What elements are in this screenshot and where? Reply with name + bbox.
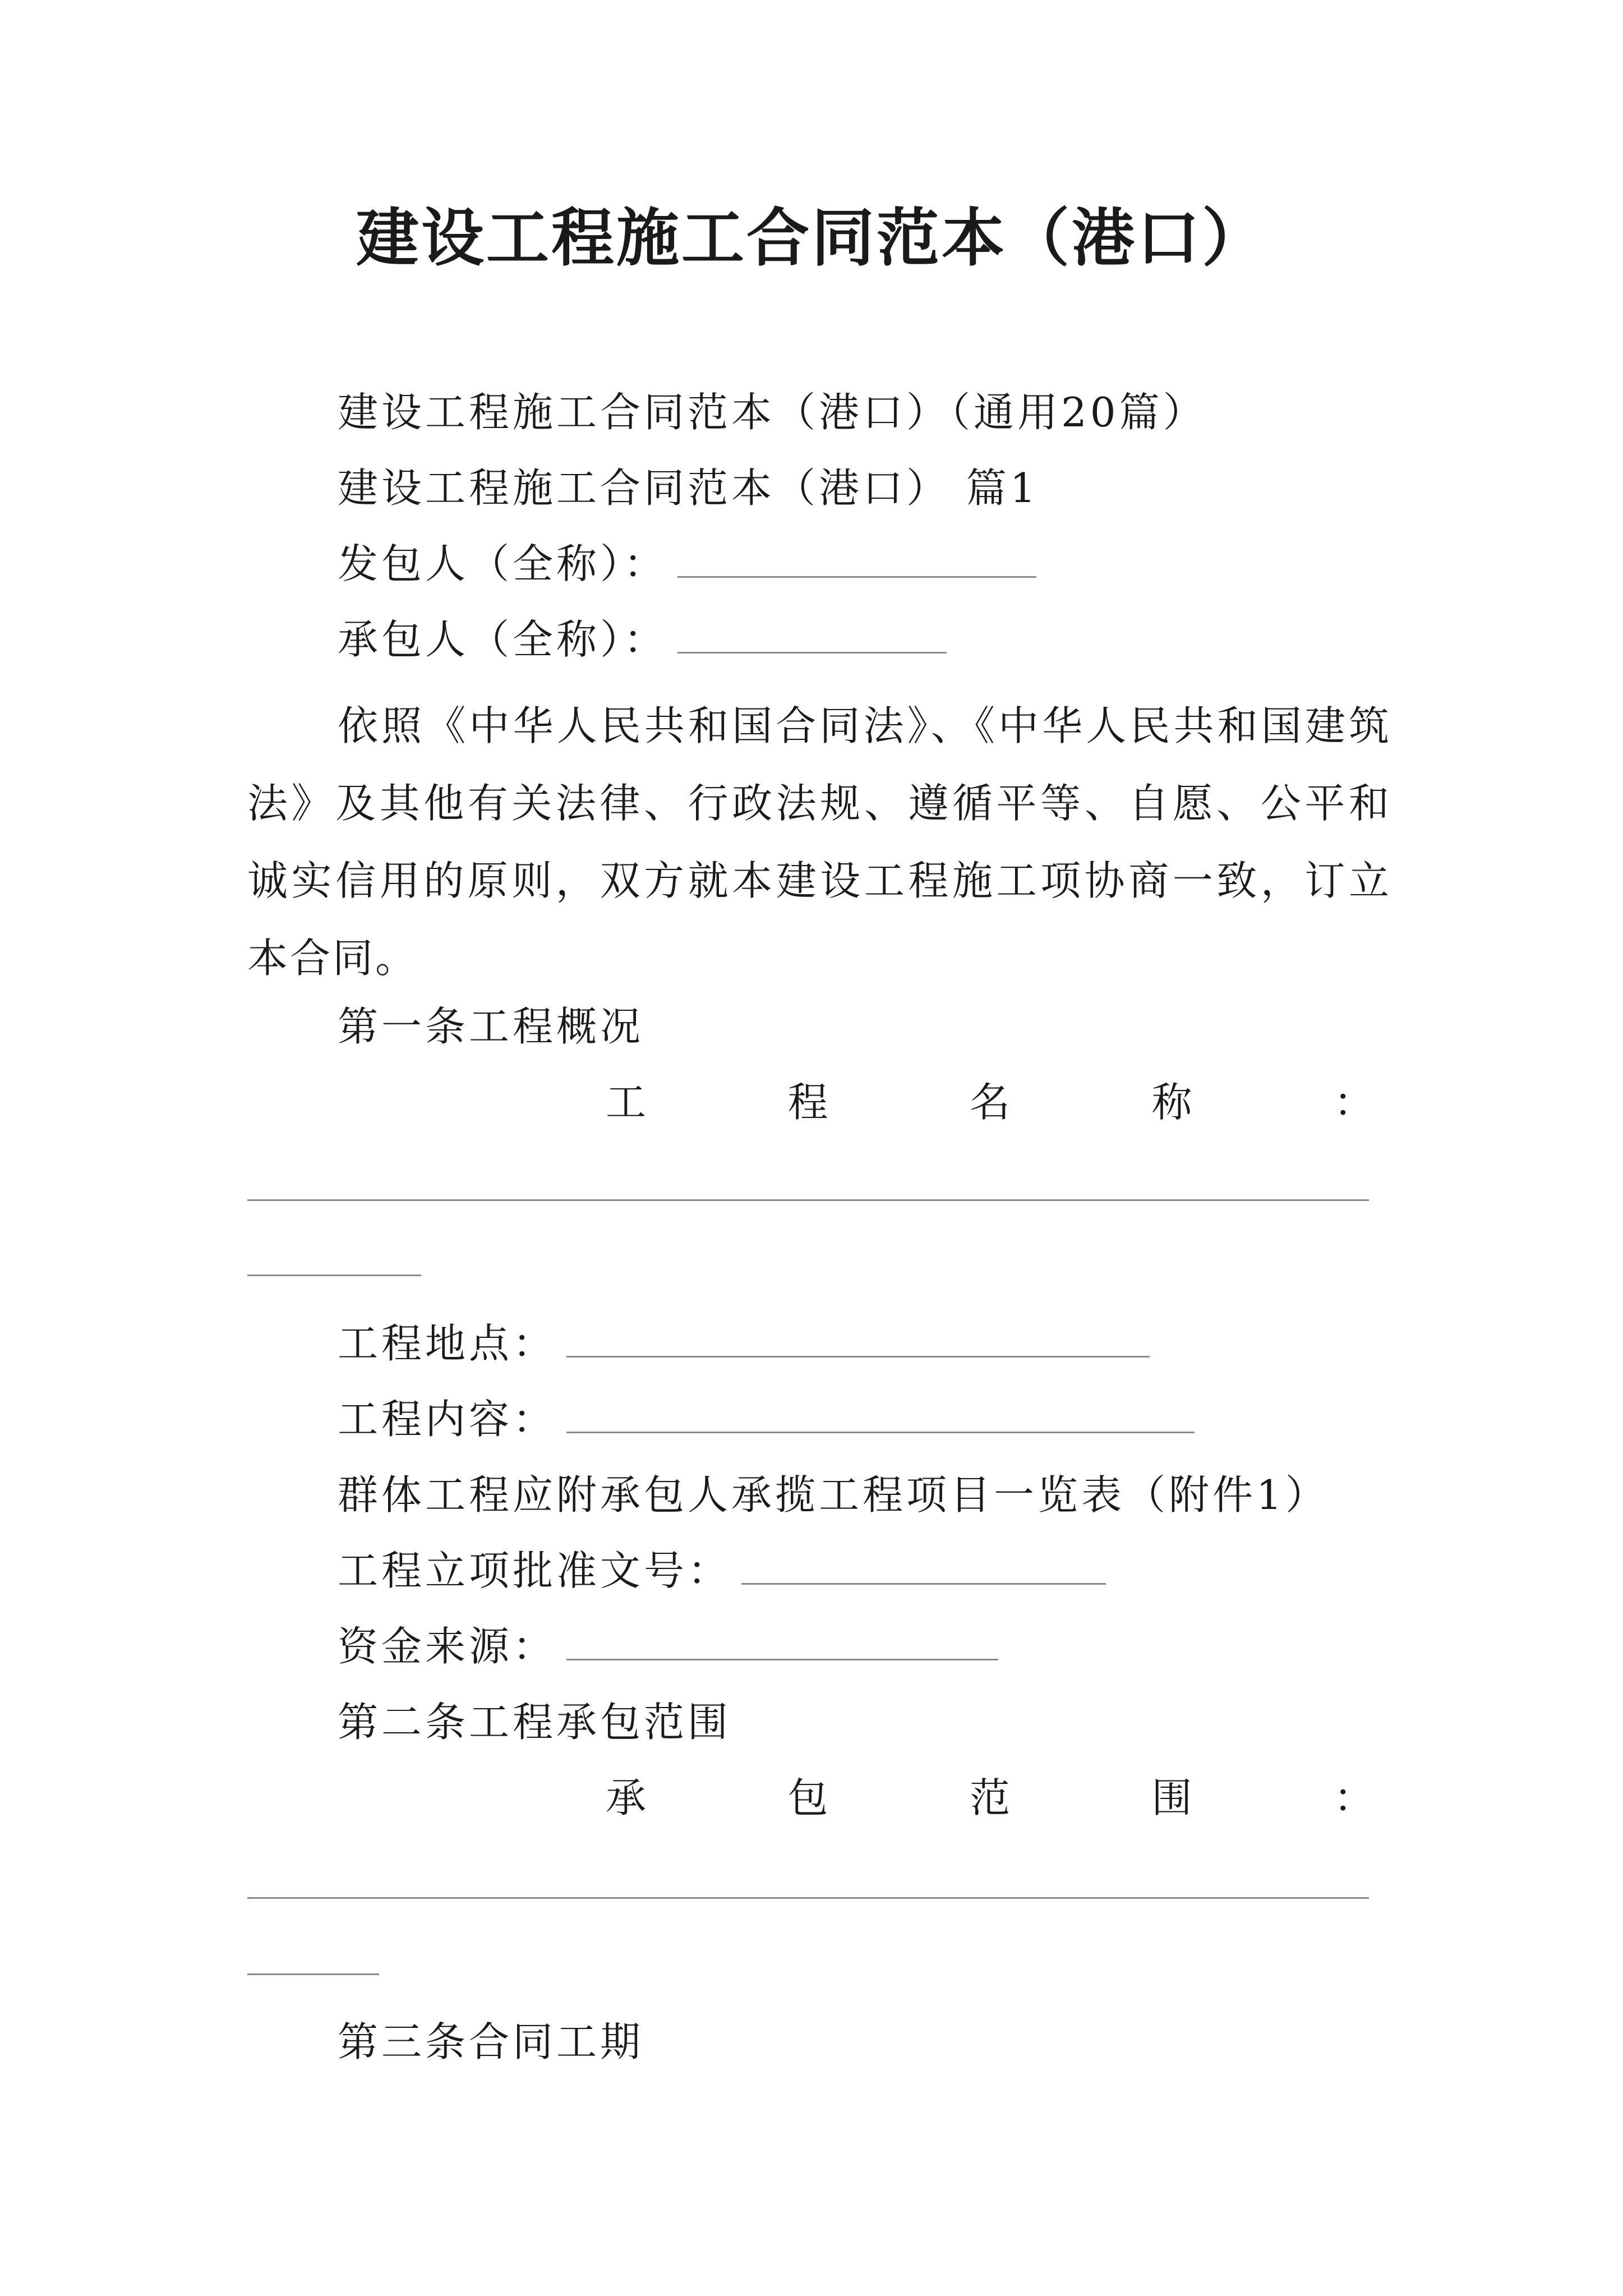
approval-number-field: [338, 1543, 1106, 1599]
project-location-label: 工程地点：: [338, 1320, 557, 1367]
scope-char: 围: [1151, 1774, 1192, 1821]
article-1-heading: [338, 999, 644, 1055]
project-content-field: [338, 1391, 1195, 1447]
employer-blank-line[interactable]: [677, 542, 1036, 578]
employer-label: 发包人（全称）：: [338, 540, 668, 587]
approval-number-blank-line[interactable]: [741, 1549, 1106, 1585]
scope-blank-line-cont[interactable]: [247, 1973, 379, 1975]
scope-blank-line[interactable]: [247, 1897, 1369, 1899]
subtitle-text: 建设工程施工合同范本（港口）（通用20篇）: [338, 389, 1207, 436]
contractor-field: [338, 611, 947, 668]
scope-char: ：: [1333, 1774, 1374, 1821]
document-title: 建设工程施工合同范本（港口）: [356, 201, 1267, 275]
project-name-char: 称: [1151, 1079, 1192, 1126]
contractor-label: 承包人（全称）：: [338, 616, 668, 663]
fund-source-blank-line[interactable]: [566, 1625, 998, 1660]
article-3-text: 第三条合同工期: [338, 2018, 644, 2065]
project-name-char: 名: [969, 1079, 1010, 1126]
document-subtitle: [338, 384, 1207, 440]
fund-source-label: 资金来源：: [338, 1623, 557, 1670]
group-project-note: [338, 1467, 1329, 1523]
project-name-char: 程: [787, 1079, 828, 1126]
project-name-blank-line-cont[interactable]: [247, 1274, 421, 1276]
approval-number-label: 工程立项批准文号：: [338, 1547, 732, 1594]
project-name-label: [606, 1074, 1374, 1130]
project-content-label: 工程内容：: [338, 1396, 557, 1443]
preamble-paragraph: 依照《中华人民共和国合同法》、《中华人民共和国建筑法》及其他有关法律、行政法规、遵循平等、自愿、公平和诚实信用的原则，双方就本建设工程施工项协商一致，订立本合同。: [247, 702, 1391, 982]
section-heading-text: 建设工程施工合同范本（港口） 篇1: [338, 464, 1039, 512]
scope-label: [606, 1770, 1374, 1826]
scope-char: 范: [969, 1774, 1010, 1821]
project-location-field: [338, 1315, 1150, 1372]
project-location-blank-line[interactable]: [566, 1322, 1150, 1358]
article-3-heading: [338, 2014, 644, 2070]
contractor-blank-line[interactable]: [677, 618, 947, 654]
section-heading: [338, 460, 1039, 516]
project-content-blank-line[interactable]: [566, 1398, 1195, 1433]
article-2-heading: [338, 1694, 731, 1750]
project-name-char: 工: [606, 1079, 647, 1126]
project-name-char: ：: [1333, 1079, 1374, 1126]
fund-source-field: [338, 1618, 998, 1674]
group-project-note-text: 群体工程应附承包人承揽工程项目一览表（附件1）: [338, 1471, 1329, 1519]
project-name-blank-line[interactable]: [247, 1199, 1369, 1201]
scope-char: 承: [606, 1774, 647, 1821]
article-1-text: 第一条工程概况: [338, 1003, 644, 1050]
employer-field: [338, 536, 1036, 592]
scope-char: 包: [787, 1774, 828, 1821]
article-2-text: 第二条工程承包范围: [338, 1699, 732, 1746]
